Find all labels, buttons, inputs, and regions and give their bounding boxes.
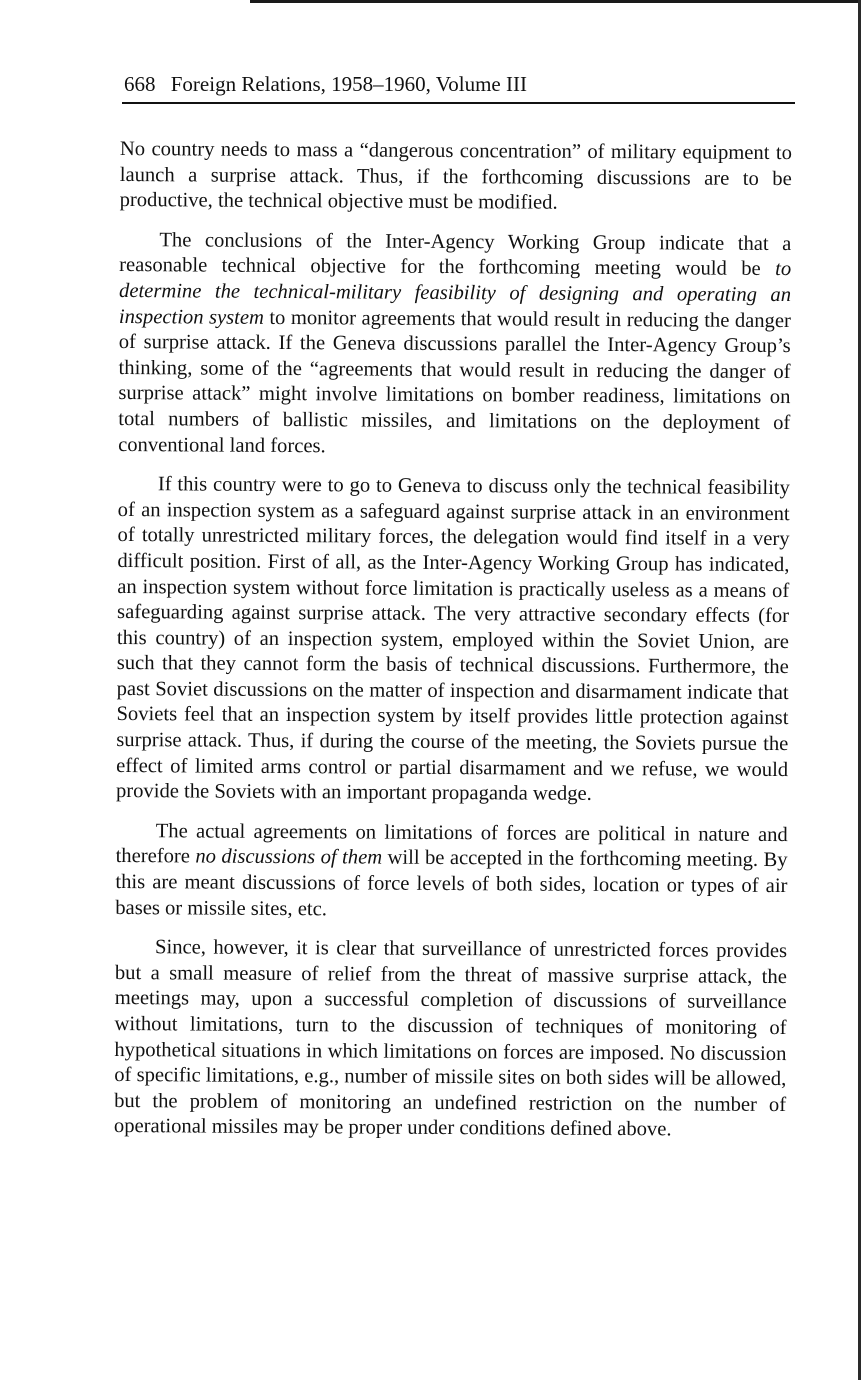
running-head: [124, 70, 794, 98]
paragraph-2-rest: to monitor agreements that would result in reducing the danger of surprise attack. If the Geneva discussions parallel the Inter-Agency Group’s thinking, some of the “agreements that would result in reducing the danger of surprise attack” might involve limitations on bomber readiness, limitations on total numbers of ballistic missiles, and limitations on the deployment of conventional land forces.: [118, 306, 791, 457]
paragraph-3-text: If this country were to go to Geneva to discuss only the technical feasibility of an inspection system as a safeguard against surprise attack in an environment of totally unrestricted military forces, the delegation would find itself in a very difficult position. First of all, as the Inter-Agency Working Group has indicated, an inspection system without force limitation is practically useless as a means of safeguarding against surprise attack. The very attractive secondary effects (for this country) of an inspection system, employed within the Soviet Union, are such that they cannot form the basis of technical discussions. Furthermore, the past Soviet discussions on the matter of inspection and disarmament indicate that Soviets feel that an inspection system by itself provides little protection against surprise attack. Thus, if during the course of the meeting, the Soviets pursue the effect of limited arms control or partial disarmament and we refuse, we would provide the Soviets with an important propaganda wedge.: [115, 473, 790, 806]
paragraph-4: [115, 819, 788, 925]
paragraph-2: [118, 228, 791, 462]
paragraph-2-lead: The conclusions of the Inter-Agency Working Group indicate that a reasonable technical objective for the forthcoming meeting would be: [119, 229, 792, 281]
paragraph-1-text: No country needs to mass a “dangerous concentration” of military equipment to launch a surprise attack. Thus, if the forthcoming discussions are to be productive, the technical objective must be modified.: [119, 137, 792, 214]
paragraph-2-emphasis: to determine the technical-military feasibility of designing and operating an inspection system: [118, 258, 792, 329]
paragraph-5-text: Since, however, it is clear that surveillance of unrestricted forces provides but a small measure of relief from the threat of massive surprise attack, the meetings may, upon a successful completion of discussions of surveillance without limitations, turn to the discussion of techniques of monitoring of hypothetical situations in which limitations on forces are imposed. No discussion of specific limitations, e.g., number of missile sites on both sides will be allowed, but the problem of monitoring an undefined restriction on the number of operational missiles may be proper under conditions defined above.: [113, 936, 788, 1141]
paragraph-4-emphasis: no discussions of them: [195, 845, 383, 870]
document-body: [114, 137, 792, 1158]
paragraph-4-rest: will be accepted in the forthcoming meeting. By this are meant discussions of force levels of both sides, location or types of air bases or missile sites, etc.: [115, 847, 788, 920]
volume-title: Foreign Relations, 1958–1960, Volume III: [170, 72, 527, 96]
scan-edge-top: [250, 0, 861, 3]
page-number: 668: [124, 72, 156, 96]
paragraph-4-lead: The actual agreements on limitations of forces are political in nature and therefore: [115, 820, 788, 868]
header-rule: [122, 102, 795, 104]
paragraph-3: [116, 472, 790, 809]
paragraph-5: [114, 935, 787, 1144]
paragraph-1: [120, 137, 792, 218]
